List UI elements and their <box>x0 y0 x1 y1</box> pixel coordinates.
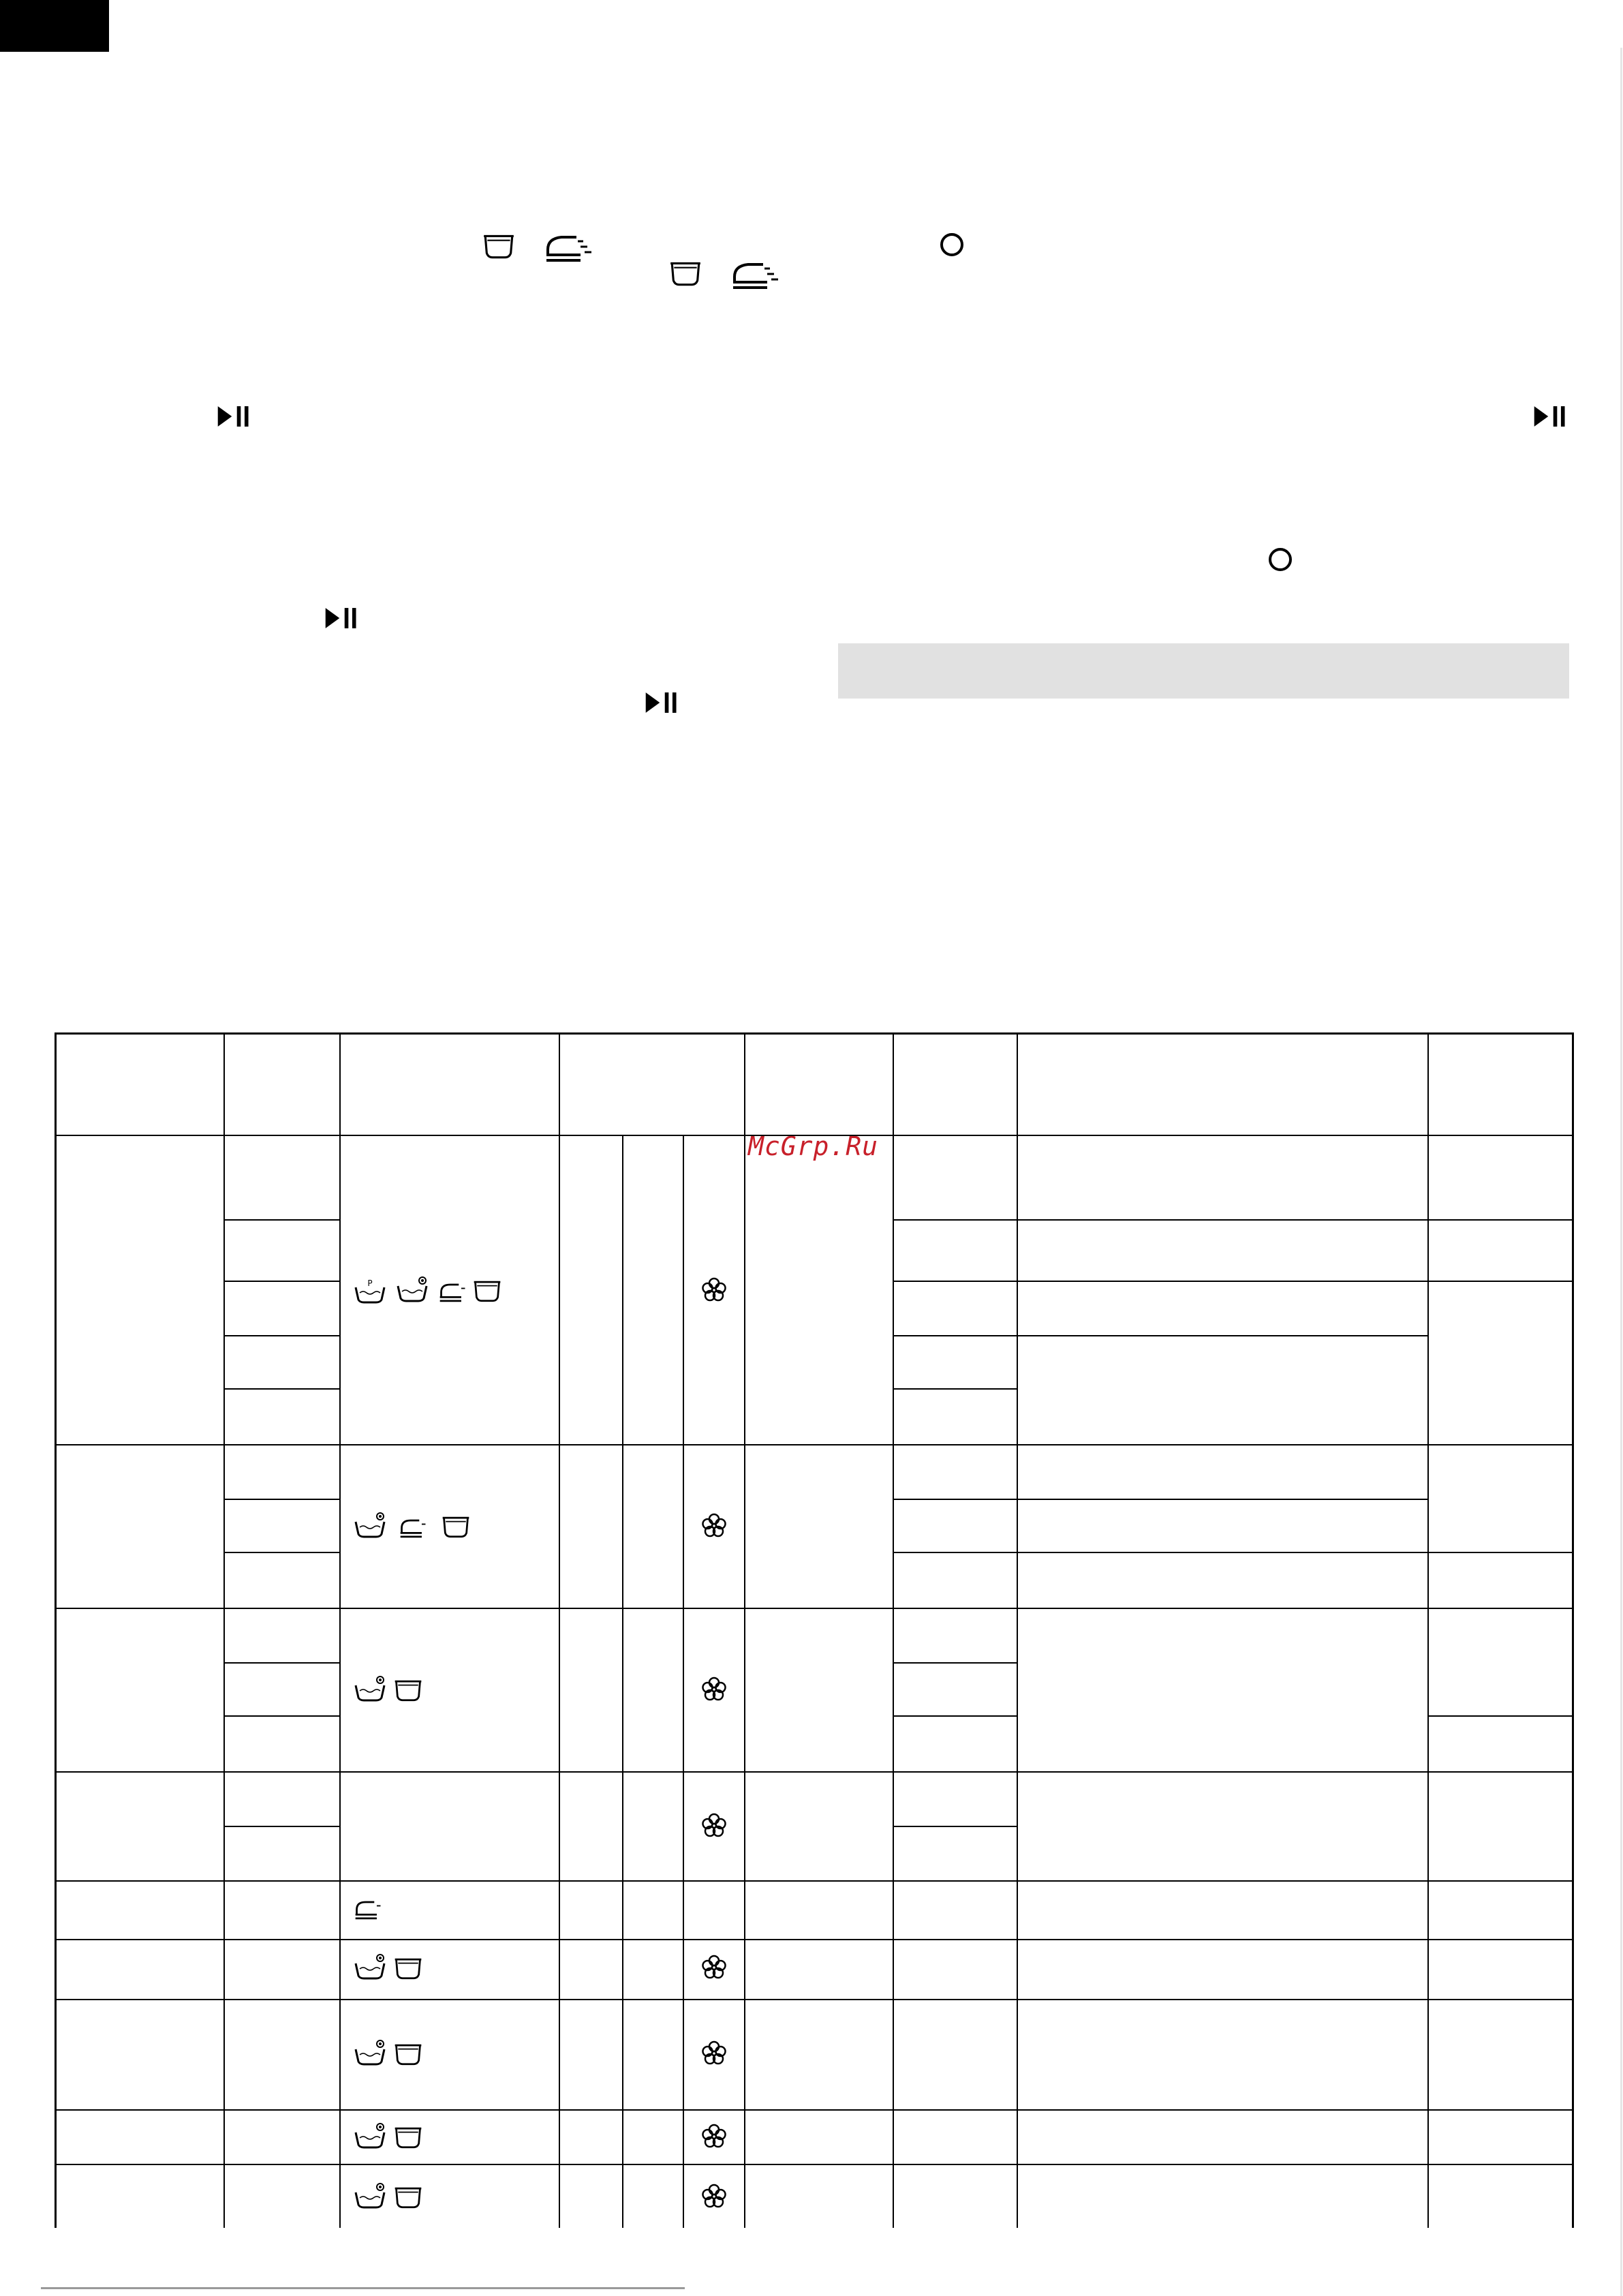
wash-main-tub-icon <box>353 1676 387 1703</box>
row-line <box>223 1335 339 1336</box>
wash-tub-icon <box>392 1955 424 1981</box>
wash-tub-icon <box>668 259 703 288</box>
row-line <box>223 1219 339 1221</box>
fabric-softener-flower-icon <box>700 1954 728 1981</box>
page-corner-tab <box>0 0 109 52</box>
row-line <box>55 1444 1574 1445</box>
wash-main-tub-icon <box>353 2123 387 2150</box>
row-line <box>893 1662 1017 1664</box>
prewash-tub-icon <box>353 1278 387 1305</box>
row-line <box>55 2164 1574 2165</box>
row-line <box>893 1219 1574 1221</box>
column-line <box>744 1032 745 2228</box>
wash-tub-icon <box>481 232 516 260</box>
row-line <box>893 1499 1427 1500</box>
column-line <box>559 1032 560 2228</box>
row-line <box>55 1771 1574 1773</box>
wash-tub-icon <box>392 2124 424 2150</box>
row-line <box>893 1826 1017 1827</box>
iron-steam-icon <box>353 1897 384 1923</box>
wash-main-tub-icon <box>353 1954 387 1981</box>
section-header-band <box>838 643 1569 699</box>
row-line <box>55 1608 1574 1609</box>
row-line <box>55 1880 1574 1882</box>
column-line <box>893 1032 894 2228</box>
column-line <box>683 1135 684 2228</box>
wash-tub-icon <box>472 1278 503 1304</box>
circle-icon <box>939 232 965 258</box>
column-line <box>622 1135 623 2228</box>
table-frame <box>55 1032 1574 2228</box>
wash-main-tub-icon <box>395 1276 429 1304</box>
row-line <box>55 1939 1574 1940</box>
row-line <box>55 2109 1574 2111</box>
iron-steam-icon <box>729 258 784 292</box>
row-line <box>223 1388 339 1390</box>
row-line <box>893 1281 1574 1282</box>
row-line <box>55 1999 1574 2000</box>
row-line <box>893 1552 1574 1553</box>
row-line <box>223 1499 339 1500</box>
row-line <box>223 1662 339 1664</box>
fabric-softener-flower-icon <box>700 2040 728 2067</box>
watermark: McGrp.Ru <box>748 1131 879 1161</box>
column-line <box>339 1032 341 2228</box>
play-pause-icon <box>215 403 253 429</box>
page-edge-line <box>1620 48 1622 2296</box>
circle-icon <box>1267 547 1293 572</box>
iron-steam-icon <box>542 230 597 264</box>
row-line <box>223 1281 339 1282</box>
wash-tub-icon <box>392 2184 424 2210</box>
row-line <box>893 1335 1427 1336</box>
row-line <box>223 1715 339 1717</box>
row-line <box>55 1135 1574 1136</box>
play-pause-icon <box>1532 403 1570 429</box>
column-line <box>223 1032 225 2228</box>
row-line <box>223 1826 339 1827</box>
wash-main-tub-icon <box>353 2040 387 2067</box>
row-line <box>223 1552 339 1553</box>
wash-main-tub-icon <box>353 1512 387 1540</box>
wash-tub-icon <box>392 1677 424 1703</box>
row-line <box>893 1715 1017 1717</box>
wash-main-tub-icon <box>353 2183 387 2210</box>
footer-rule <box>41 2287 685 2289</box>
iron-steam-icon <box>437 1279 469 1305</box>
column-line <box>1427 1032 1429 2228</box>
play-pause-icon <box>323 605 361 631</box>
fabric-softener-flower-icon <box>700 1276 728 1304</box>
iron-steam-icon <box>398 1515 429 1541</box>
row-line <box>1427 1715 1574 1717</box>
row-line <box>893 1388 1017 1390</box>
fabric-softener-flower-icon <box>700 1676 728 1703</box>
column-line <box>1017 1032 1018 2228</box>
wash-tub-icon <box>440 1514 472 1540</box>
programme-table <box>55 1032 1574 2228</box>
fabric-softener-flower-icon <box>700 2183 728 2210</box>
play-pause-icon <box>643 690 681 716</box>
fabric-softener-flower-icon <box>700 1512 728 1540</box>
fabric-softener-flower-icon <box>700 1812 728 1839</box>
wash-tub-icon <box>392 2041 424 2067</box>
fabric-softener-flower-icon <box>700 2123 728 2150</box>
